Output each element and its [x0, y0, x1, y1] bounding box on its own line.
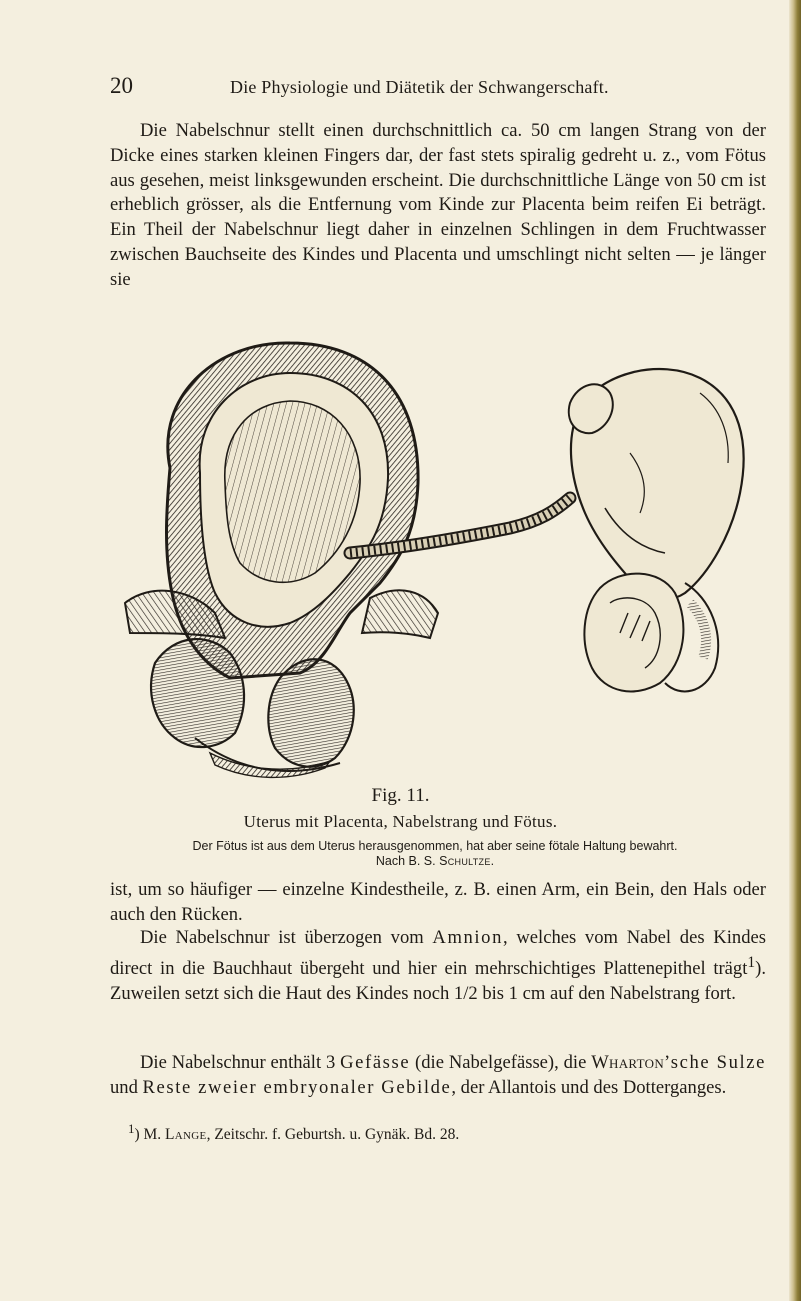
p4-text-4: , der Allantois und des Dotterganges.: [451, 1076, 727, 1098]
paragraph-cord-entanglement: ist, um so häufiger — einzelne Kindestheile, z. B. einen Arm, ein Bein, den Hals oder auch den Rücken.: [110, 879, 766, 925]
figure-note: [100, 839, 770, 869]
p4-text-2: (die Nabelgefässe), die: [410, 1052, 592, 1073]
p4-name-wharton: Wharton: [591, 1052, 665, 1073]
paragraph-cord-contents: [110, 1051, 766, 1101]
paragraph-amnion: [110, 926, 766, 1007]
p4-emphasis-remnants: Reste zweier embryonaler Gebilde: [142, 1076, 452, 1098]
footnote-prefix: ) M.: [134, 1126, 166, 1144]
p3-text-4: bis 1 cm auf den Nabelstrang fort.: [477, 982, 736, 1004]
p4-emphasis-sulze: ’sche Sulze: [664, 1052, 766, 1073]
fetus-figure: [569, 369, 744, 691]
page-header: [110, 73, 770, 103]
figure-uterus-illustration: [100, 333, 770, 785]
p3-text-3: ). Zuweilen setzt sich die Haut des Kindes noch: [110, 957, 766, 1004]
p4-text-1: Die Nabelschnur enthält 3: [140, 1052, 341, 1073]
page-number: 20: [110, 73, 133, 98]
figure-note-line-2: [100, 854, 770, 869]
footnote-citation: , Zeitschr. f. Geburtsh. u. Gynäk. Bd. 28.: [206, 1126, 460, 1144]
footnote: [128, 1121, 768, 1144]
p4-text-3: und: [110, 1076, 143, 1098]
figure-label: Fig. 11.: [371, 785, 430, 806]
uterus-wall: [125, 343, 438, 777]
footnote-ref-1: 1: [747, 953, 756, 971]
figure-title: Uterus mit Placenta, Nabelstrang und Fötus.: [243, 812, 558, 831]
p3-text-2: , welches vom Nabel des Kindes direct in die Bauchhaut übergeht und hier ein mehrschichtiges Plattenepithel trägt: [110, 927, 766, 979]
page-edge-shadow: [789, 0, 801, 1301]
note-source-author: Schultze: [439, 854, 491, 868]
running-title: Die Physiologie und Diätetik der Schwangerschaft.: [230, 77, 609, 97]
p3-text-1: Die Nabelschnur ist überzogen vom: [140, 927, 433, 948]
footnote-marker: 1: [128, 1121, 135, 1136]
note-source-suffix: .: [490, 854, 495, 868]
p3-emphasis-amnion: Amnion: [432, 927, 503, 948]
uterus-placenta-engraving: [100, 333, 770, 785]
paragraph-umbilical-cord-length: Die Nabelschnur stellt einen durchschnittlich ca. 50 cm langen Strang von der Dicke eines starken kleinen Fingers dar, der fast stets spiralig gedreht u. z., vom Fötus aus gesehen, meist linksgewunden erscheint. Die durchschnittliche Länge von 50 cm ist erheblich grösser, als die Entfernung vom Kinde zur Placenta beim reifen Ei beträgt. Ein Theil der Nabelschnur liegt daher in einzelnen Schlingen in dem Fruchtwasser zwischen Bauchseite des Kindes und Placenta und umschlingt nicht selten — je länger sie: [110, 120, 766, 290]
note-source-prefix: Nach B. S.: [375, 854, 440, 868]
footnote-author: Lange: [165, 1126, 207, 1144]
p3-fraction: 1/2: [453, 982, 478, 1004]
p4-emphasis-vessels: Gefässe: [340, 1052, 411, 1073]
figure-note-line-1: Der Fötus ist aus dem Uterus herausgenommen, hat aber seine fötale Haltung bewahrt.: [192, 839, 678, 853]
